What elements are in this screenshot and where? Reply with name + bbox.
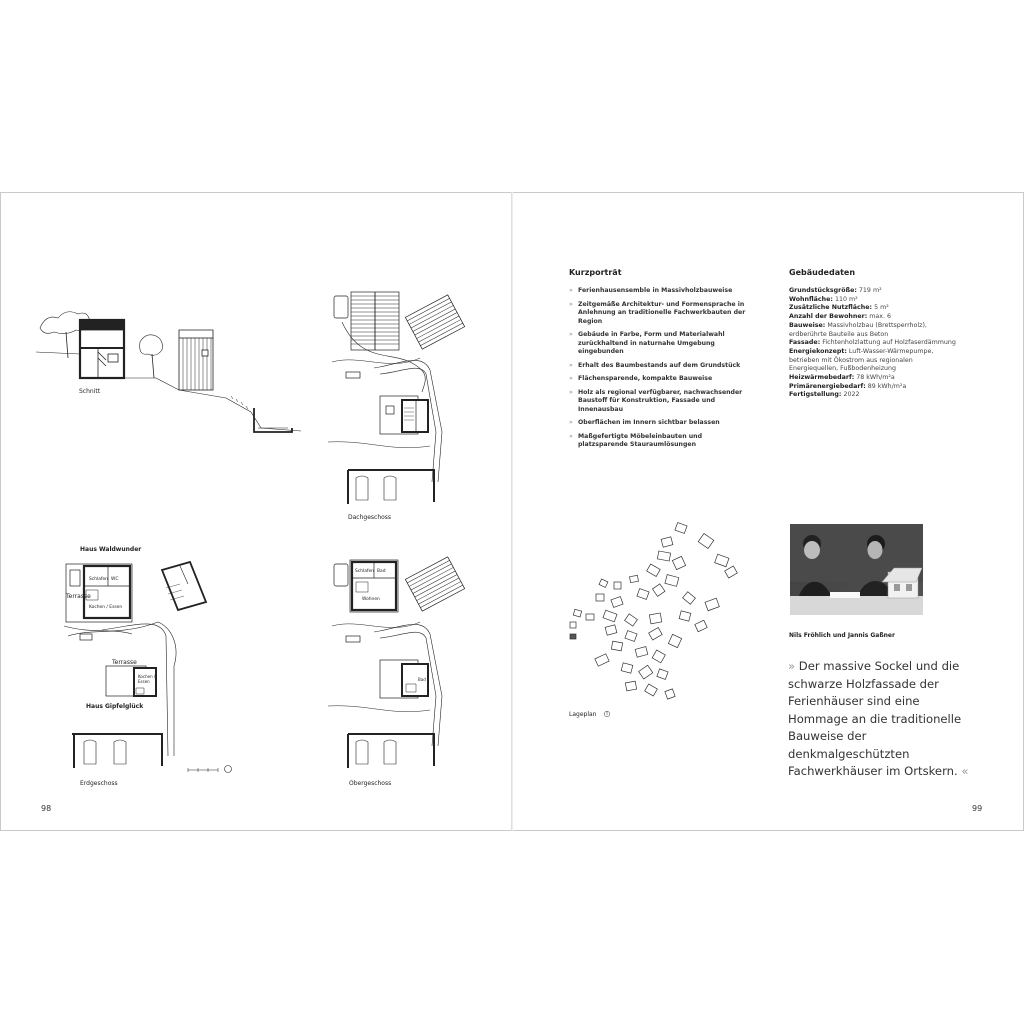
list-item: » Maßgefertigte Möbeleinbauten und platzsparende Stauraumlösungen xyxy=(569,433,747,450)
gebaeudedaten-list xyxy=(789,287,957,400)
fact-row: Fertigstellung: 2022 xyxy=(789,391,860,399)
list-item: » Holz als regional verfügbarer, nachwachsender Baustoff für Konstruktion, Fassade und Innenausbau xyxy=(569,389,747,415)
quote-open-mark: » xyxy=(788,659,796,673)
list-item: » Oberflächen im Innern sichtbar belassen xyxy=(569,419,747,428)
portrait-photo xyxy=(790,524,923,615)
site-plan xyxy=(566,518,766,718)
list-item: » Flächensparende, kompakte Bauweise xyxy=(569,375,747,384)
room-kochen-essen: Kochen / Essen xyxy=(89,605,123,610)
svg-text:Essen: Essen xyxy=(138,679,150,684)
fact-row: Primärenergiebedarf: 89 kWh/m²a xyxy=(789,382,907,390)
upper-floor-plan xyxy=(330,556,475,776)
caption-house-2: Haus Gipfelglück xyxy=(86,703,144,710)
list-item: » Gebäude in Farbe, Form und Materialwahl zurückhaltend in naturnahe Umgebung eingebunden xyxy=(569,331,747,357)
pull-quote xyxy=(788,658,978,781)
room-bad: Bad xyxy=(377,569,386,574)
list-item: » Erhalt des Baumbestands auf dem Grundstück xyxy=(569,362,747,371)
room-wc: WC xyxy=(111,577,119,582)
fact-row: Zusätzliche Nutzfläche: 5 m² xyxy=(789,304,889,312)
caption-photo: Nils Fröhlich und Jannis Gaßner xyxy=(789,632,895,639)
section-drawing xyxy=(36,298,306,438)
kurzportraet-list xyxy=(569,287,747,455)
room-kochen-essen-2: Kochen / xyxy=(138,674,156,679)
quote-close-mark: « xyxy=(961,764,969,778)
gebaeudedaten-title: Gebäudedaten xyxy=(789,268,856,277)
caption-roof-floor: Dachgeschoss xyxy=(348,514,392,521)
kurzportraet-title: Kurzporträt xyxy=(569,268,622,277)
caption-ground-floor: Erdgeschoss xyxy=(80,780,118,787)
fact-row: Energiekonzept: Luft-Wasser-Wärmepumpe, betrieben mit Ökostrom aus regionalen Energiequellen, Fußbodenheizung xyxy=(789,347,934,373)
caption-terrace-1: Terrasse xyxy=(66,593,91,600)
list-item: » Ferienhausensemble in Massivholzbauweise xyxy=(569,287,747,296)
gutter xyxy=(511,192,513,831)
fact-row: Fassade: Fichtenholzlattung auf Holzfaserdämmung xyxy=(789,339,956,347)
roof-floor-plan xyxy=(330,292,475,512)
page-number-right: 99 xyxy=(972,804,983,813)
caption-house-1: Haus Waldwunder xyxy=(80,546,142,553)
fact-row: Anzahl der Bewohner: max. 6 xyxy=(789,313,891,321)
room-schlafen-upper: Schlafen xyxy=(355,569,374,574)
caption-site-plan: Lageplan xyxy=(569,711,597,718)
ground-floor-plan xyxy=(62,556,242,776)
room-bad-2: Bad xyxy=(418,677,426,682)
list-item: » Zeitgemäße Architektur- und Formensprache in Anlehnung an traditionelle Fachwerkbauten der Region xyxy=(569,301,747,327)
fact-row: Wohnfläche: 110 m² xyxy=(789,295,858,303)
caption-upper-floor: Obergeschoss xyxy=(349,780,392,787)
caption-terrace-2: Terrasse xyxy=(112,659,137,666)
fact-row: Grundstücksgröße: 719 m² xyxy=(789,287,882,294)
page-number-left: 98 xyxy=(41,804,52,813)
fact-row: Bauweise: Massivholzbau (Brettsperrholz), erdberührte Bauteile aus Beton xyxy=(789,321,927,338)
quote-text: Der massive Sockel und die schwarze Holzfassade der Ferienhäuser sind eine Hommage an die traditionelle Bauweise der denkmalgeschützten Fachwerkhäuser im Ortskern. xyxy=(788,659,962,778)
room-schlafen: Schlafen xyxy=(89,577,108,582)
fact-row: Heizwärmebedarf: 78 kWh/m²a xyxy=(789,374,895,382)
caption-section: Schnitt xyxy=(79,388,101,395)
room-wohnen: Wohnen xyxy=(362,597,380,602)
portrait-image xyxy=(790,524,923,615)
